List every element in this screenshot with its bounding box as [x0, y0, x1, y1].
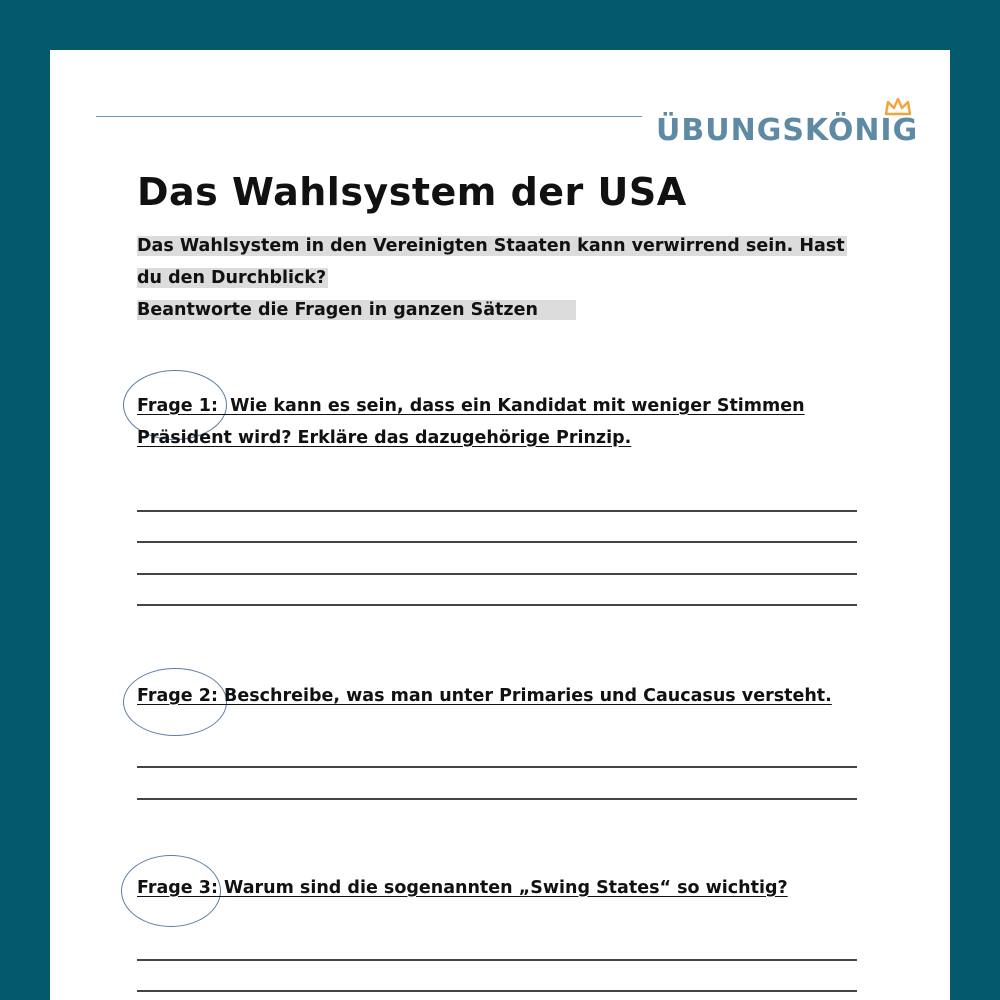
brand-name: ÜBUNGSKÖNIG: [656, 113, 919, 148]
question-2-label: Frage 2:: [137, 686, 218, 706]
answer-line[interactable]: [137, 990, 857, 992]
answer-line[interactable]: [137, 510, 857, 512]
header-rule: [96, 116, 642, 117]
answer-line[interactable]: [137, 959, 857, 961]
intro-line-1: Das Wahlsystem in den Vereinigten Staaten kann verwirrend sein. Hast: [137, 236, 845, 256]
question-3-text: Warum sind die sogenannten „Swing States“ so wichtig?: [224, 878, 788, 898]
answer-line[interactable]: [137, 798, 857, 800]
page-title: Das Wahlsystem der USA: [137, 170, 687, 214]
question-3: [137, 872, 877, 904]
answer-line[interactable]: [137, 573, 857, 575]
worksheet-page: [50, 50, 950, 1000]
question-1: [137, 390, 837, 454]
question-1-text: Wie kann es sein, dass ein Kandidat mit weniger Stimmen: [230, 396, 805, 416]
intro-instruction: Beantworte die Fragen in ganzen Sätzen: [137, 300, 576, 320]
answer-line[interactable]: [137, 766, 857, 768]
answer-line[interactable]: [137, 541, 857, 543]
question-2: [137, 680, 877, 712]
question-3-label: Frage 3:: [137, 878, 218, 898]
intro-line-2: du den Durchblick?: [137, 268, 327, 288]
brand-logo: [656, 102, 918, 146]
intro-text: [137, 230, 897, 326]
question-1-label: Frage 1:: [137, 396, 218, 416]
question-1-text-cont: Präsident wird? Erkläre das dazugehörige Prinzip.: [137, 428, 632, 448]
question-2-text: Beschreibe, was man unter Primaries und Caucasus versteht.: [224, 686, 832, 706]
crown-icon: [884, 98, 912, 116]
answer-line[interactable]: [137, 604, 857, 606]
